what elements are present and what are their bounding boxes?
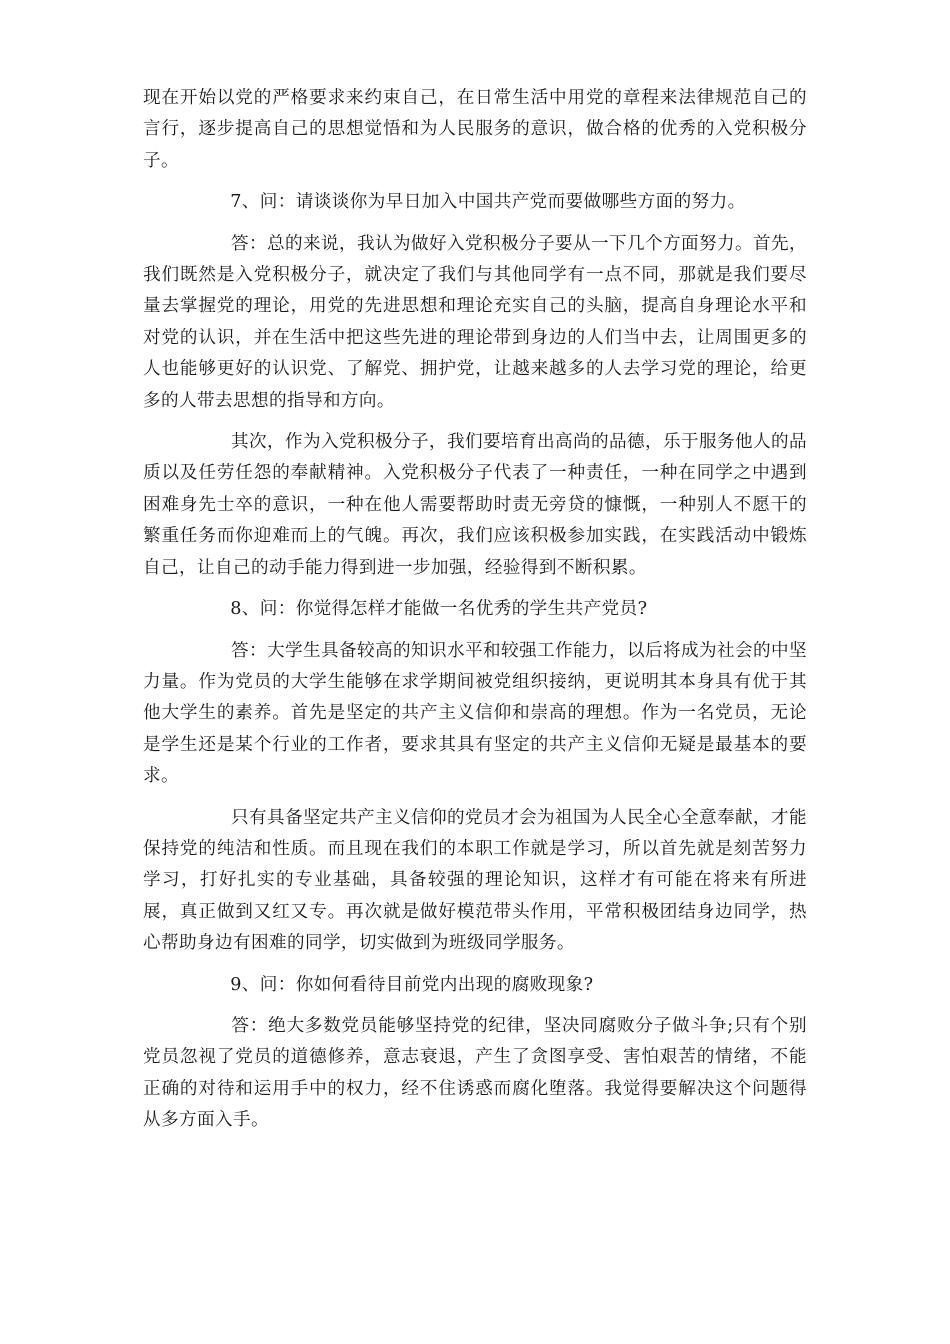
question-7: 7、问：请谈谈你为早日加入中国共产党而要做哪些方面的努力。	[230, 192, 746, 213]
question-8: 8、问：你觉得怎样才能做一名优秀的学生共产党员?	[230, 599, 648, 620]
document-page	[143, 83, 807, 1147]
answer-8-part-2-text: 只有具备坚定共产主义信仰的党员才会为祖国为人民全心全意奉献，才能保持党的纯洁和性质。而且现在我们的本职工作就是学习，所以首先就是刻苦努力学习，打好扎实的专业基础，具备较强的理论知识，这样才有可能在将来有所进展，真正做到又红又专。再次就是做好模范带头作用，平常积极团结身边同学，热心帮助身边有困难的同学，切实做到为班级同学服务。	[143, 807, 807, 954]
answer-7-part-1	[143, 229, 807, 417]
answer-9-text: 答：绝大多数党员能够坚持党的纪律，坚决同腐败分子做斗争;只有个别党员忽视了党员的道德修养，意志衰退，产生了贪图享受、害怕艰苦的情绪，不能正确的对待和运用手中的权力，经不住诱惑而腐化堕落。我觉得要解决这个问题得从多方面入手。	[143, 1015, 807, 1131]
question-9: 9、问：你如何看待目前党内出现的腐败现象?	[230, 974, 594, 995]
answer-8-part-2	[143, 803, 807, 960]
answer-7-part-2-text: 其次，作为入党积极分子，我们要培育出高尚的品德，乐于服务他人的品质以及任劳任怨的奉献精神。入党积极分子代表了一种责任，一种在同学之中遇到困难身先士卒的意识，一种在他人需要帮助时责无旁贷的慷慨，一种别人不愿干的繁重任务而你迎难而上的气魄。再次，我们应该积极参加实践，在实践活动中锻炼自己，让自己的动手能力得到进一步加强，经验得到不断积累。	[143, 432, 807, 578]
answer-7-part-2	[143, 427, 807, 584]
paragraph-continuation: 现在开始以党的严格要求来约束自己，在日常生活中用党的章程来法律规范自己的言行，逐步提高自己的思想觉悟和为人民服务的意识，做合格的优秀的入党积极分子。	[143, 88, 807, 171]
answer-8-part-1	[143, 636, 807, 793]
answer-9	[143, 1011, 807, 1137]
answer-8-part-1-text: 答：大学生具备较高的知识水平和较强工作能力，以后将成为社会的中坚力量。作为党员的大学生能够在求学期间被党组织接纳，更说明其本身具有优于其他大学生的素养。首先是坚定的共产主义信仰和崇高的理想。作为一名党员，无论是学生还是某个行业的工作者，要求其具有坚定的共产主义信仰无疑是最基本的要求。	[143, 640, 807, 787]
answer-7-part-1-text: 答：总的来说，我认为做好入党积极分子要从一下几个方面努力。首先，我们既然是入党积极分子，就决定了我们与其他同学有一点不同，那就是我们要尽量去掌握党的理论，用党的先进思想和理论充实自己的头脑，提高自身理论水平和对党的认识，并在生活中把这些先进的理论带到身边的人们当中去，让周围更多的人也能够更好的认识党、了解党、拥护党，让越来越多的人去学习党的理论，给更多的人带去思想的指导和方向。	[143, 233, 807, 411]
